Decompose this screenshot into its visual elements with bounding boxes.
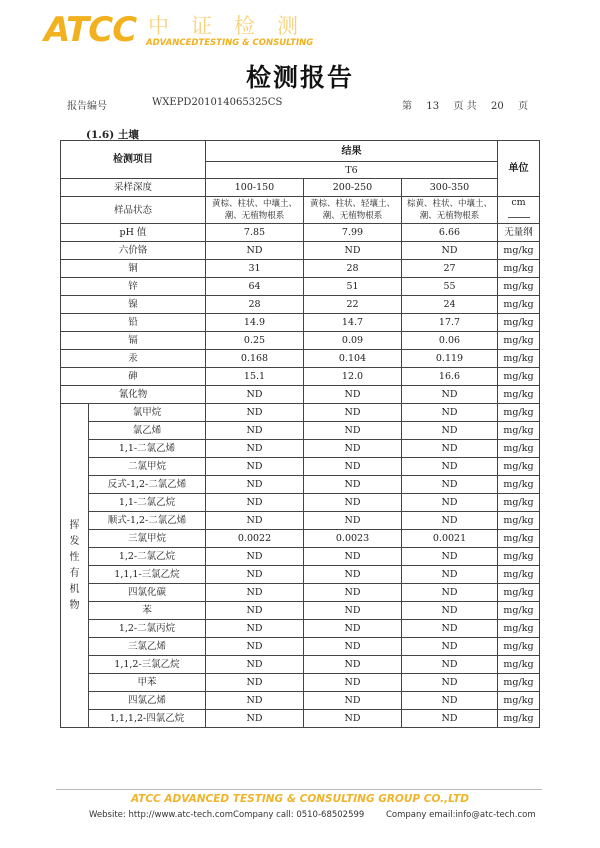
result-value: ND <box>304 566 402 584</box>
unit-value: mg/kg <box>498 602 540 620</box>
analyte-name: 四氯化碳 <box>89 584 206 602</box>
unit-value: mg/kg <box>498 566 540 584</box>
result-value: ND <box>402 440 498 458</box>
result-value: ND <box>206 566 304 584</box>
unit-value: mg/kg <box>498 584 540 602</box>
result-value: ND <box>304 440 402 458</box>
result-value: 0.0022 <box>206 530 304 548</box>
unit-value: mg/kg <box>498 242 540 260</box>
result-value: ND <box>304 422 402 440</box>
result-value: ND <box>402 638 498 656</box>
result-value: 0.0021 <box>402 530 498 548</box>
table-row <box>61 350 540 368</box>
result-value: ND <box>304 476 402 494</box>
unit-value: mg/kg <box>498 638 540 656</box>
result-value: ND <box>206 242 304 260</box>
analyte-name: 顺式-1,2-二氯乙烯 <box>89 512 206 530</box>
result-value: ND <box>402 674 498 692</box>
result-value: 0.09 <box>304 332 402 350</box>
unit-value: mg/kg <box>498 692 540 710</box>
unit-value: mg/kg <box>498 440 540 458</box>
result-value: ND <box>304 242 402 260</box>
unit-value: mg/kg <box>498 620 540 638</box>
table-row <box>61 314 540 332</box>
table-row <box>61 296 540 314</box>
result-value: ND <box>206 548 304 566</box>
state-label: 样品状态 <box>61 197 206 224</box>
result-value: ND <box>402 602 498 620</box>
result-value: 12.0 <box>304 368 402 386</box>
sample-id: T6 <box>206 162 498 179</box>
result-value: 0.0023 <box>304 530 402 548</box>
result-value: ND <box>206 638 304 656</box>
analyte-name: 镍 <box>61 296 206 314</box>
result-value: 16.6 <box>402 368 498 386</box>
unit-value: mg/kg <box>498 332 540 350</box>
page-suffix: 页 <box>518 101 529 112</box>
unit-value: mg/kg <box>498 260 540 278</box>
table-row <box>61 404 540 422</box>
result-value: 0.06 <box>402 332 498 350</box>
unit-value: mg/kg <box>498 512 540 530</box>
analyte-name: 砷 <box>61 368 206 386</box>
table-row <box>61 386 540 404</box>
table-row <box>61 548 540 566</box>
result-value: ND <box>304 386 402 404</box>
table-row <box>61 368 540 386</box>
result-value: ND <box>402 620 498 638</box>
footer-divider <box>56 789 542 790</box>
result-value: 6.66 <box>402 224 498 242</box>
depth-value: 300-350 <box>402 179 498 197</box>
sample-state: 黄棕、柱状、轻壤土、潮、无植物根系 <box>304 197 402 224</box>
result-value: ND <box>402 692 498 710</box>
result-value: ND <box>206 422 304 440</box>
result-value: ND <box>402 566 498 584</box>
result-value: 0.104 <box>304 350 402 368</box>
result-header: 结果 <box>206 141 498 162</box>
analyte-name: 苯 <box>89 602 206 620</box>
table-row <box>61 512 540 530</box>
unit-value: mg/kg <box>498 296 540 314</box>
analyte-name: 四氯乙烯 <box>89 692 206 710</box>
result-value: ND <box>206 656 304 674</box>
analyte-name: 铅 <box>61 314 206 332</box>
unit-value: mg/kg <box>498 476 540 494</box>
analyte-name: 1,1,1-三氯乙烷 <box>89 566 206 584</box>
result-value: ND <box>402 494 498 512</box>
logo-chinese-name: 中证检测 <box>148 14 320 38</box>
analyte-name: 1,1,2-三氯乙烷 <box>89 656 206 674</box>
soil-results-table <box>60 140 540 728</box>
state-unit-dash <box>508 217 530 218</box>
unit-value: mg/kg <box>498 530 540 548</box>
page-prefix: 第 <box>402 101 412 112</box>
result-value: 31 <box>206 260 304 278</box>
unit-value: mg/kg <box>498 368 540 386</box>
result-value: ND <box>402 512 498 530</box>
result-value: ND <box>304 494 402 512</box>
section-title: (1.6) 土壤 <box>86 129 139 141</box>
analyte-name: 氯甲烷 <box>89 404 206 422</box>
result-value: ND <box>206 494 304 512</box>
analyte-name: 锌 <box>61 278 206 296</box>
table-row <box>61 602 540 620</box>
result-value: 15.1 <box>206 368 304 386</box>
table-row <box>61 332 540 350</box>
depth-unit-cell <box>498 197 540 224</box>
result-value: 22 <box>304 296 402 314</box>
result-value: 27 <box>402 260 498 278</box>
result-value: 0.168 <box>206 350 304 368</box>
sample-state: 黄棕、柱状、中壤土、潮、无植物根系 <box>206 197 304 224</box>
result-value: ND <box>304 620 402 638</box>
analyte-name: 氯乙烯 <box>89 422 206 440</box>
result-value: 14.9 <box>206 314 304 332</box>
result-value: 14.7 <box>304 314 402 332</box>
result-value: ND <box>304 584 402 602</box>
depth-label: 采样深度 <box>61 179 206 197</box>
result-value: ND <box>402 656 498 674</box>
unit-value: mg/kg <box>498 404 540 422</box>
unit-value: mg/kg <box>498 314 540 332</box>
table-row <box>61 440 540 458</box>
analyte-name: 1,2-二氯乙烷 <box>89 548 206 566</box>
result-value: ND <box>304 404 402 422</box>
result-value: 17.7 <box>402 314 498 332</box>
table-row <box>61 494 540 512</box>
table-row <box>61 620 540 638</box>
page-total: 20 <box>491 101 504 112</box>
item-header: 检测项目 <box>61 141 206 179</box>
table-row <box>61 278 540 296</box>
result-value: 28 <box>304 260 402 278</box>
table-row <box>61 242 540 260</box>
footer-company: ATCC ADVANCED TESTING & CONSULTING GROUP CO.,LTD <box>131 793 469 805</box>
result-value: ND <box>206 458 304 476</box>
page-mid: 页 共 <box>453 101 477 112</box>
result-value: ND <box>402 458 498 476</box>
result-value: ND <box>304 692 402 710</box>
analyte-name: 镉 <box>61 332 206 350</box>
table-row <box>61 260 540 278</box>
table-row <box>61 638 540 656</box>
page-indicator <box>402 97 528 112</box>
analyte-name: 1,1,1,2-四氯乙烷 <box>89 710 206 728</box>
result-value: ND <box>206 512 304 530</box>
result-value: 7.99 <box>304 224 402 242</box>
analyte-name: 反式-1,2-二氯乙烯 <box>89 476 206 494</box>
footer-contact: Website: http://www.atc-tech.comCompany call: 0510-68502599 <box>89 810 365 820</box>
analyte-name: 氰化物 <box>61 386 206 404</box>
analyte-name: 六价铬 <box>61 242 206 260</box>
table-row <box>61 692 540 710</box>
logo-english-name: ADVANCEDTESTING & CONSULTING <box>146 38 314 48</box>
result-value: ND <box>402 710 498 728</box>
table-row <box>61 710 540 728</box>
report-title: 检测报告 <box>245 63 354 92</box>
result-value: ND <box>304 656 402 674</box>
result-value: 24 <box>402 296 498 314</box>
analyte-name: 汞 <box>61 350 206 368</box>
unit-value: mg/kg <box>498 350 540 368</box>
voc-group-text: 挥发性有机物 <box>69 519 80 611</box>
result-value: ND <box>402 242 498 260</box>
analyte-name: pH 值 <box>61 224 206 242</box>
unit-value: mg/kg <box>498 710 540 728</box>
result-value: ND <box>206 404 304 422</box>
unit-value: mg/kg <box>498 548 540 566</box>
footer-email: Company email:info@atc-tech.com <box>386 810 536 820</box>
unit-value: mg/kg <box>498 458 540 476</box>
table-row <box>61 458 540 476</box>
unit-value: mg/kg <box>498 422 540 440</box>
result-value: ND <box>206 440 304 458</box>
unit-value: mg/kg <box>498 674 540 692</box>
result-value: ND <box>206 620 304 638</box>
result-value: ND <box>206 710 304 728</box>
unit-value: mg/kg <box>498 386 540 404</box>
table-row <box>61 566 540 584</box>
result-value: ND <box>206 674 304 692</box>
voc-group-label <box>61 404 89 728</box>
result-value: 64 <box>206 278 304 296</box>
result-value: ND <box>304 710 402 728</box>
result-value: ND <box>402 548 498 566</box>
result-value: ND <box>206 692 304 710</box>
result-value: ND <box>206 386 304 404</box>
depth-value: 100-150 <box>206 179 304 197</box>
result-value: ND <box>304 602 402 620</box>
table-row <box>61 656 540 674</box>
result-value: ND <box>304 674 402 692</box>
result-value: ND <box>304 638 402 656</box>
logo-text: ATCC <box>44 10 137 50</box>
page-current: 13 <box>426 101 440 112</box>
result-value: 0.25 <box>206 332 304 350</box>
table-row <box>61 584 540 602</box>
report-number-label: 报告编号 <box>67 101 107 112</box>
result-value: ND <box>206 602 304 620</box>
table-row <box>61 422 540 440</box>
analyte-name: 三氯乙烯 <box>89 638 206 656</box>
result-value: 51 <box>304 278 402 296</box>
analyte-name: 1,1-二氯乙烷 <box>89 494 206 512</box>
result-value: 28 <box>206 296 304 314</box>
report-number: WXEPD201014065325CS <box>152 97 283 108</box>
result-value: 55 <box>402 278 498 296</box>
result-value: 7.85 <box>206 224 304 242</box>
result-value: 0.119 <box>402 350 498 368</box>
result-value: ND <box>402 584 498 602</box>
analyte-name: 1,2-二氯丙烷 <box>89 620 206 638</box>
depth-unit: cm <box>511 197 526 208</box>
unit-value: mg/kg <box>498 656 540 674</box>
analyte-name: 1,1-二氯乙烯 <box>89 440 206 458</box>
result-value: ND <box>206 584 304 602</box>
table-row <box>61 476 540 494</box>
analyte-name: 三氯甲烷 <box>89 530 206 548</box>
unit-value: 无量纲 <box>498 224 540 242</box>
unit-value: mg/kg <box>498 278 540 296</box>
analyte-name: 甲苯 <box>89 674 206 692</box>
table-row <box>61 674 540 692</box>
result-value: ND <box>304 548 402 566</box>
result-value: ND <box>304 458 402 476</box>
depth-value: 200-250 <box>304 179 402 197</box>
unit-header: 单位 <box>498 141 540 197</box>
analyte-name: 铜 <box>61 260 206 278</box>
result-value: ND <box>304 512 402 530</box>
result-value: ND <box>402 386 498 404</box>
table-row <box>61 224 540 242</box>
result-value: ND <box>402 422 498 440</box>
result-value: ND <box>402 404 498 422</box>
analyte-name: 二氯甲烷 <box>89 458 206 476</box>
table-row <box>61 530 540 548</box>
sample-state: 棕黄、柱状、中壤土、潮、无植物根系 <box>402 197 498 224</box>
result-value: ND <box>206 476 304 494</box>
result-value: ND <box>402 476 498 494</box>
unit-value: mg/kg <box>498 494 540 512</box>
